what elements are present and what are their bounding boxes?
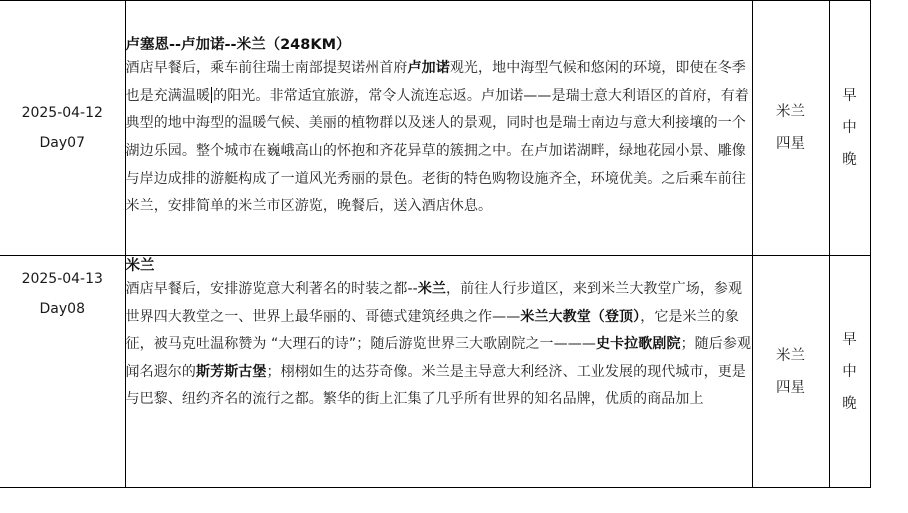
day-description[interactable] xyxy=(126,276,752,414)
text-segment: 酒店早餐后，安排游览意大利著名的时装之都-- xyxy=(125,281,418,297)
text-segment: ；随后参观闻名遐尔的 xyxy=(125,336,752,380)
hotel-city: 米兰 xyxy=(776,104,805,120)
meal-dinner: 晚 xyxy=(842,152,857,168)
table-row xyxy=(0,256,870,488)
day-title: 卢塞恩--卢加诺--米兰（248KM） xyxy=(125,37,351,54)
description-cell[interactable] xyxy=(125,1,752,256)
date-cell xyxy=(0,1,125,256)
meal-lunch: 中 xyxy=(842,363,857,380)
hotel-rating: 四星 xyxy=(776,136,805,152)
day-label: Day08 xyxy=(39,301,85,317)
date-label: 2025-04-13 xyxy=(21,271,103,287)
meals-cell xyxy=(829,256,870,488)
text-segment: ；栩栩如生的达芬奇像。米兰是主导意大利经济、工业发展的现代城市，更是与巴黎、纽约齐名的流行之都。繁华的街上汇集了几乎所有世界的知名品牌，优质的商品加上 xyxy=(125,363,746,408)
day-title: 米兰 xyxy=(125,258,155,274)
text-segment: ，前往人行步道区，来到米兰大教堂广场，参观世界四大教堂之一、世界上最华丽的、哥德式建筑经典之作—— xyxy=(125,281,743,325)
highlight-text: 史卡拉歌剧院 xyxy=(595,336,681,353)
text-segment: 观光，地中海型气候和悠闲的环境，即使在冬季也是充满温暖 xyxy=(125,60,746,104)
day-description[interactable] xyxy=(126,55,752,221)
meals-cell xyxy=(829,1,870,256)
text-segment: 的阳光。非常适宜旅游，常令人流连忘返。卢加诺——是瑞士意大利语区的首府，有着典型的地中海型的温暖气候、美丽的植物群以及迷人的景观，同时也是瑞士南边与意大利接壤的一个湖边乐园。整个城市在巍峨高山的怀抱和齐花异草的簇拥之中。在卢加诺湖畔，绿地花园小景、雕像与岸边成排的游艇构成了一道风光秀丽的景色。老街的特色购物设施齐全，环境优美。之后乘车前往米兰，安排简单的米兰市区游览，晚餐后，送入酒店休息。 xyxy=(125,87,749,215)
meal-lunch: 中 xyxy=(842,120,857,136)
meal-breakfast: 早 xyxy=(842,88,857,104)
hotel-cell xyxy=(752,1,829,256)
text-segment: ，它是米兰的象征，被马克吐温称赞为 “大理石的诗”；随后游览世界三大歌剧院之一——— xyxy=(125,308,739,353)
hotel-cell xyxy=(752,256,829,488)
text-cursor xyxy=(211,87,212,103)
date-cell xyxy=(0,256,125,488)
hotel-city: 米兰 xyxy=(776,347,805,364)
highlight-text: 米兰 xyxy=(417,281,447,297)
highlight-text: 米兰大教堂（登顶） xyxy=(520,308,641,325)
text-segment: 酒店早餐后，乘车前往瑞士南部提契诺州首府 xyxy=(125,60,408,77)
description-cell[interactable] xyxy=(125,256,752,488)
meal-breakfast: 早 xyxy=(842,331,857,348)
date-label: 2025-04-12 xyxy=(21,105,103,121)
highlight-text: 卢加诺 xyxy=(407,60,450,77)
meal-dinner: 晚 xyxy=(842,395,857,412)
day-label: Day07 xyxy=(39,135,85,151)
highlight-text: 斯芳斯古堡 xyxy=(196,363,267,380)
table-row xyxy=(0,1,870,256)
hotel-rating: 四星 xyxy=(776,379,805,396)
